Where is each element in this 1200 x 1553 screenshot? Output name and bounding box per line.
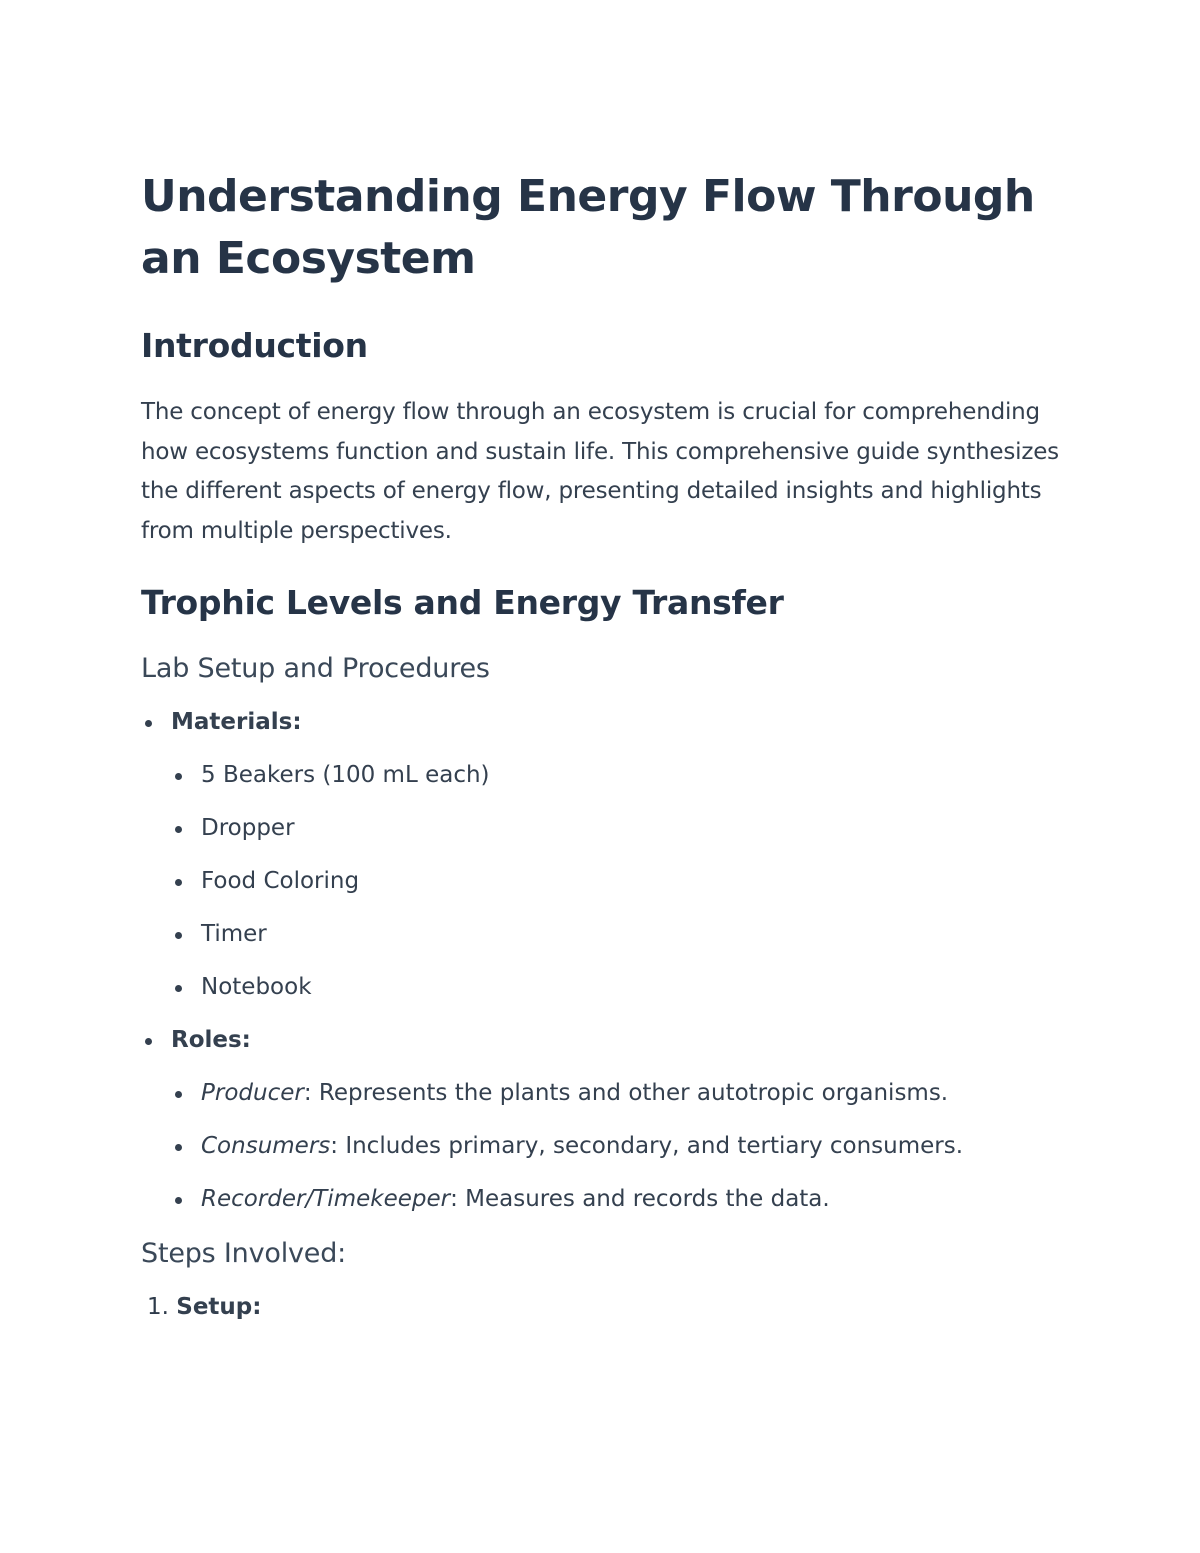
role-item (171, 1182, 1061, 1216)
roles-label: Roles: (171, 1027, 251, 1053)
material-item: Food Coloring (171, 864, 1061, 898)
steps-heading: Steps Involved: (141, 1238, 347, 1269)
roles-list-item (141, 1023, 1061, 1216)
lab-setup-list (141, 705, 1061, 1216)
materials-list-item (141, 705, 1061, 1004)
lab-setup-heading: Lab Setup and Procedures (141, 653, 490, 684)
role-name: Producer (201, 1080, 304, 1106)
document-title: Understanding Energy Flow Through an Ecosystem (141, 171, 1035, 284)
introduction-heading: Introduction (141, 326, 368, 365)
steps-list (141, 1290, 1061, 1324)
step-number: 1. (147, 1294, 169, 1320)
material-item: 5 Beakers (100 mL each) (171, 758, 1061, 792)
material-item: Notebook (171, 970, 1061, 1004)
materials-list (171, 758, 1061, 1004)
roles-list (171, 1076, 1061, 1216)
role-name: Recorder/Timekeeper (201, 1186, 451, 1212)
role-description: : Represents the plants and other autotropic organisms. (303, 1080, 949, 1106)
role-description: : Includes primary, secondary, and tertiary consumers. (330, 1133, 964, 1159)
document-page (141, 166, 1061, 1324)
role-item (171, 1129, 1061, 1163)
role-name: Consumers (201, 1133, 331, 1159)
introduction-paragraph: The concept of energy flow through an ecosystem is crucial for comprehending how ecosystems function and sustain life. This comprehensive guide synthesizes the different aspects of energy flow, presenting detailed insights and highlights from multiple perspectives. (141, 399, 1059, 544)
material-item: Timer (171, 917, 1061, 951)
trophic-levels-heading: Trophic Levels and Energy Transfer (141, 583, 784, 622)
role-item (171, 1076, 1061, 1110)
role-description: : Measures and records the data. (450, 1186, 830, 1212)
material-item: Dropper (171, 811, 1061, 845)
step-label: Setup: (176, 1294, 262, 1320)
step-item (141, 1290, 1061, 1324)
materials-label: Materials: (171, 709, 302, 735)
